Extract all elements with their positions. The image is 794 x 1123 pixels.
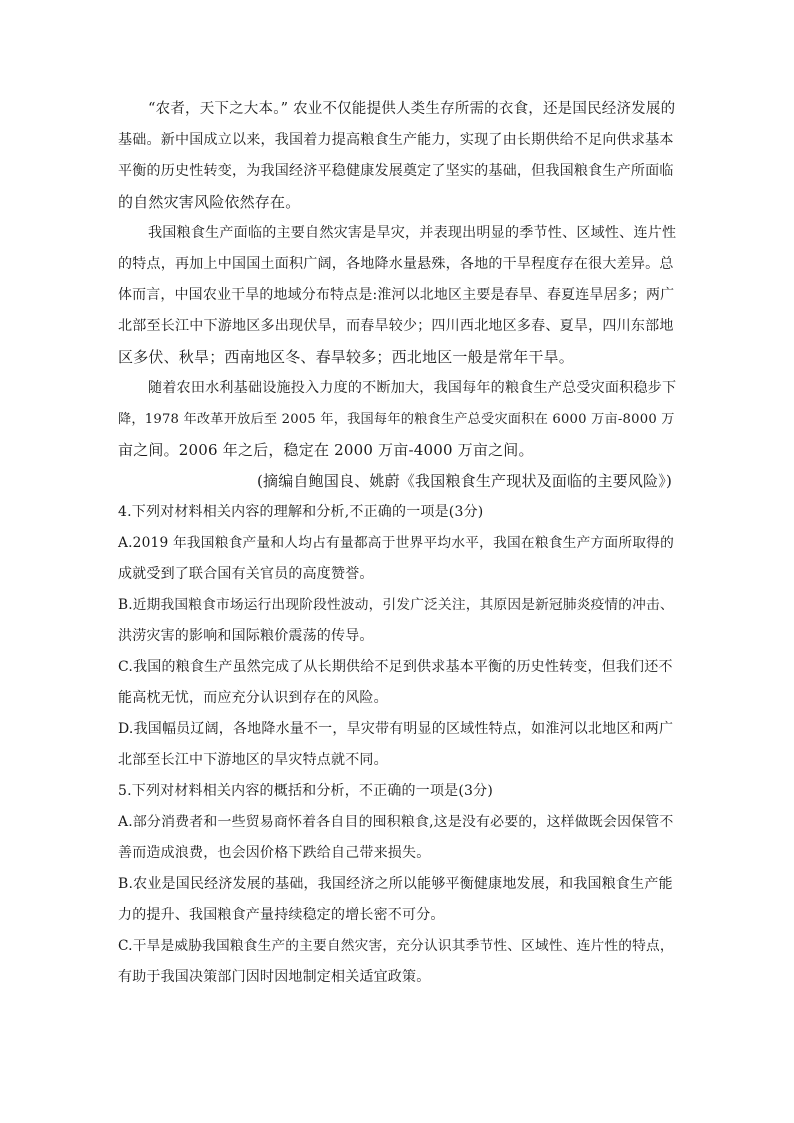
question-5	[118, 776, 674, 993]
option-b	[118, 869, 674, 931]
text-line: “农者，天下之大本。” 农业不仅能提供人类生存所需的衣食，还是国民经济发展的	[148, 101, 676, 117]
question-4	[118, 497, 674, 776]
option-a	[118, 528, 674, 590]
question-stem: 5.下列对材料相关内容的概括和分析，不正确的一项是(3分)	[118, 783, 493, 799]
option-line: 善而造成浪费，也会因价格下跌给自己带来损失。	[118, 845, 431, 861]
text-line: 北部至长江中下游地区多出现伏旱，而春旱较少；四川西北地区多春、夏旱，四川东部地	[118, 318, 674, 334]
passage-paragraph-2	[118, 218, 677, 373]
option-c	[118, 931, 674, 993]
passage-paragraph-3	[118, 373, 677, 466]
text-line: 降，1978 年改革开放后至 2005 年，我国每年的粮食生产总受灾面积在 6000 万亩-8000 万	[118, 412, 675, 427]
text-line: 体而言，中国农业干旱的地域分布特点是:淮河以北地区主要是春旱、春夏连旱居多；两广	[118, 287, 675, 303]
option-line: A.2019 年我国粮食产量和人均占有量都高于世界平均水平，我国在粮食生产方面所取得的	[118, 535, 675, 551]
option-line: A.部分消费者和一些贸易商怀着各自目的囤积粮食,这是没有必要的，这样做既会因保管不	[118, 814, 674, 830]
option-line: B.近期我国粮食市场运行出现阶段性波动，引发广泛关注，其原因是新冠肺炎疫情的冲击、	[118, 597, 674, 613]
option-line: 有助于我国决策部门因时因地制定相关适宜政策。	[118, 969, 431, 985]
option-line: 洪涝灾害的影响和国际粮价震荡的传导。	[118, 628, 374, 644]
text-line: 我国粮食生产面临的主要自然灾害是旱灾，并表现出明显的季节性、区域性、连片性	[148, 225, 677, 241]
text-line: 的自然灾害风险依然存在。	[118, 193, 301, 211]
option-line: 能高枕无忧，而应充分认识到存在的风险。	[118, 690, 388, 706]
text-line: 的特点，再加上中国国土面积广阔，各地降水量悬殊，各地的干旱程度存在很大差异。总	[118, 256, 674, 272]
option-line: D.我国幅员辽阔，各地降水量不一，旱灾带有明显的区域性特点，如淮河以北地区和两广	[118, 721, 674, 737]
option-a	[118, 807, 674, 869]
passage-source: (摘编自鲍国良、姚蔚《我国粮食生产现状及面临的主要风险》)	[256, 472, 672, 490]
option-line: 力的提升、我国粮食产量持续稳定的增长密不可分。	[118, 907, 445, 923]
text-line: 区多伏、秋旱；西南地区冬、春旱较多；西北地区一般是常年干旱。	[118, 348, 575, 366]
option-line: 北部至长江中下游地区的旱灾特点就不同。	[118, 752, 388, 768]
option-d	[118, 714, 674, 776]
option-line: C.我国的粮食生产虽然完成了从长期供给不足到供求基本平衡的历史性转变，但我们还不	[118, 659, 673, 675]
option-line: C.干旱是威胁我国粮食生产的主要自然灾害，充分认识其季节性、区域性、连片性的特点，	[118, 938, 674, 954]
passage-paragraph-1	[118, 94, 674, 218]
question-stem: 4.下列对材料相关内容的理解和分析,不正确的一项是(3分)	[118, 504, 484, 520]
option-line: 成就受到了联合国有关官员的高度赞誉。	[118, 566, 374, 582]
text-line: 亩之间。2006 年之后，稳定在 2000 万亩-4000 万亩之间。	[118, 441, 534, 459]
option-c	[118, 652, 674, 714]
option-line: B.农业是国民经济发展的基础，我国经济之所以能够平衡健康地发展，和我国粮食生产能	[118, 876, 673, 892]
document-page	[118, 94, 677, 993]
text-line: 随着农田水利基础设施投入力度的不断加大，我国每年的粮食生产总受灾面积稳步下	[148, 380, 677, 396]
text-line: 基础。新中国成立以来，我国着力提高粮食生产能力，实现了由长期供给不足向供求基本	[118, 132, 674, 148]
option-b	[118, 590, 674, 652]
text-line: 平衡的历史性转变，为我国经济平稳健康发展奠定了坚实的基础，但我国粮食生产所面临	[118, 163, 674, 179]
